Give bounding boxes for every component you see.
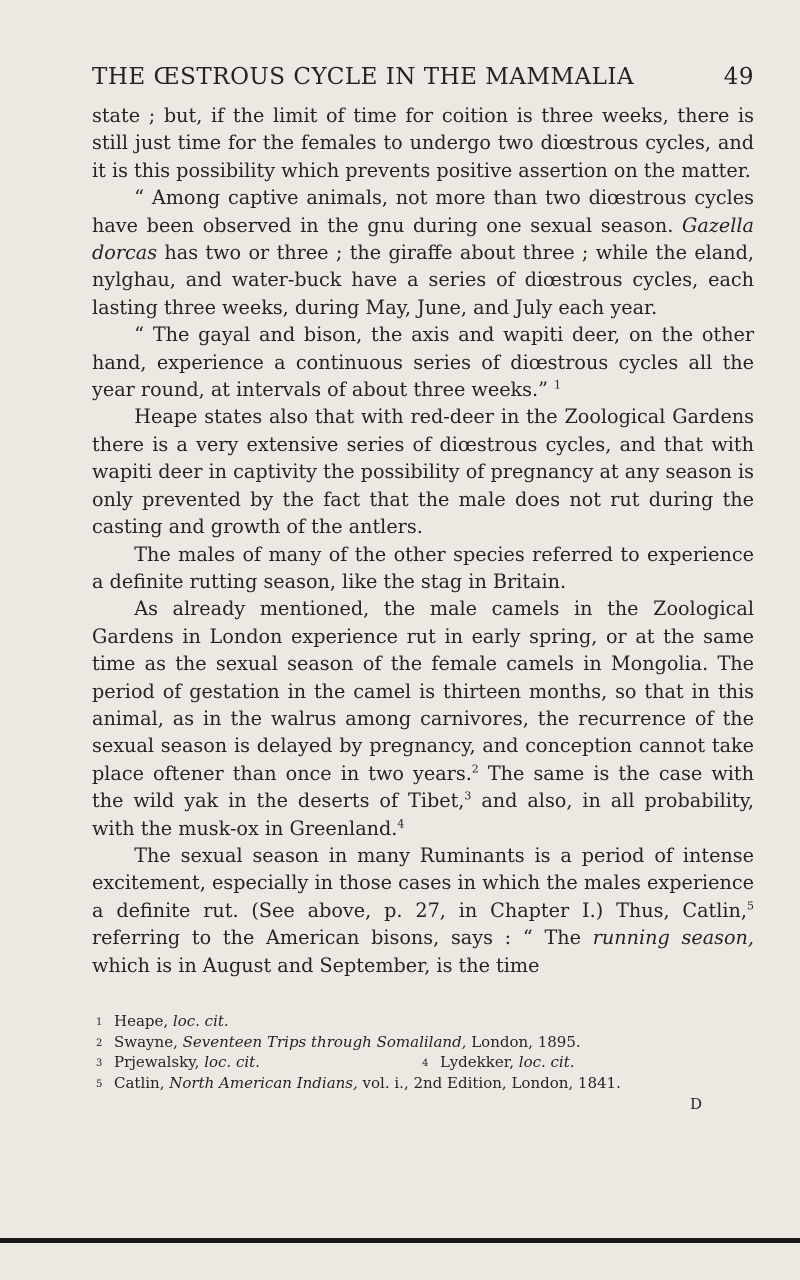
page-bottom-edge	[0, 1238, 800, 1243]
footnote-2-number: 2	[96, 1037, 103, 1049]
footnote-5-imprint: vol. i., 2nd Edition, London, 1841.	[357, 1073, 621, 1092]
footnote-4	[422, 1053, 575, 1074]
paragraph-1: state ; but, if the limit of time for coition is three weeks, there is still just time for the females to undergo two diœstrous cycles, and it is this possibility which prevents positive assertion on the matter.	[92, 104, 754, 182]
footnote-5-title: North American Indians,	[169, 1073, 358, 1092]
footnote-1	[96, 1012, 758, 1033]
running-season-term: running season,	[592, 926, 754, 950]
signature-mark: D	[690, 1095, 703, 1113]
footnote-3-number: 3	[96, 1058, 103, 1070]
footnote-1-number: 1	[96, 1017, 103, 1028]
running-header	[92, 64, 754, 90]
footnote-4-loc: loc. cit.	[518, 1053, 575, 1072]
footnote-1-text	[114, 1012, 229, 1033]
paragraph-2	[92, 184, 754, 321]
footnote-3-4-line	[96, 1053, 758, 1074]
paragraph-7-text-a: The sexual season in many Ruminants is a period of intense excitement, especially in those cases in which the males experience a definite rut. (See above, p. 27, in Chapter I.) Thus, Catlin,	[92, 843, 754, 922]
footnote-5-author: Catlin,	[114, 1073, 170, 1092]
footnote-2-text	[114, 1033, 581, 1054]
footnote-5	[96, 1074, 758, 1095]
paragraph-6-text-b: The same is the case with the wild yak in the deserts of Tibet,	[92, 761, 754, 813]
paragraph-3-text: “ The gayal and bison, the axis and wapiti deer, on the other hand, experience a continuous series of diœstrous cycles all the year round, at intervals of about three weeks.”	[92, 323, 754, 402]
footnote-2-imprint: London, 1895.	[466, 1032, 581, 1051]
footnotes	[96, 1012, 758, 1094]
footnote-2	[96, 1033, 758, 1054]
paragraph-6	[92, 595, 754, 842]
footnote-ref-3: 3	[464, 789, 472, 803]
paragraph-7	[92, 842, 754, 979]
footnote-4-text	[440, 1053, 575, 1074]
footnote-5-number: 5	[96, 1078, 103, 1090]
footnote-4-number: 4	[422, 1058, 429, 1070]
footnote-ref-5: 5	[747, 899, 754, 913]
paragraph-3	[92, 321, 754, 403]
footnote-1-author: Heape,	[114, 1012, 173, 1030]
body-text	[92, 102, 754, 979]
paragraph-6-text-c: and also, in all probability, with the musk-ox in Greenland.	[92, 789, 754, 840]
footnote-3-text	[114, 1053, 260, 1074]
running-title: THE ŒSTROUS CYCLE IN THE MAMMALIA	[92, 64, 635, 90]
footnote-2-author: Swayne,	[114, 1032, 183, 1051]
footnote-3-author: Prjewalsky,	[114, 1053, 205, 1072]
footnote-ref-2: 2	[471, 762, 479, 776]
page-number: 49	[723, 64, 754, 90]
paragraph-6-text-a: As already mentioned, the male camels in the Zoological Gardens in London experience rut in early spring, or at the same time as the sexual season of the female camels in Mongolia. The period of gestation in the camel is thirteen months, so that in this animal, as in the walrus among carnivores, the recurrence of the sexual season is delayed by pregnancy, and conception cannot take place oftener than once in two years.	[92, 597, 754, 785]
paragraph-5: The males of many of the other species referred to experience a definite rutting season, like the stag in Britain.	[92, 542, 754, 593]
footnote-5-text	[114, 1074, 621, 1095]
paragraph-4: Heape states also that with red-deer in the Zoological Gardens there is a very extensive series of diœstrous cycles, and that with wapiti deer in captivity the possibility of pregnancy at any season is only prevented by the fact that the male does not rut during the casting and growth of the antlers.	[92, 405, 754, 539]
paragraph-2-text-b: has two or three ; the giraffe about three ; while the eland, nylghau, and water-buck have a series of diœstrous cycles, each lasting three weeks, during May, June, and July each year.	[92, 241, 754, 319]
paragraph-7-text-c: which is in August and September, is the time	[92, 953, 540, 977]
paragraph-2-text-a: “ Among captive animals, not more than two diœstrous cycles have been observed in the gnu during one sexual season.	[92, 186, 754, 237]
species-gazella-dorcas: Gazella dorcas	[92, 213, 754, 265]
footnote-ref-4: 4	[397, 817, 405, 831]
footnote-1-loc: loc. cit.	[172, 1012, 229, 1030]
paragraph-7-text-b: referring to the American bisons, says : “ The	[92, 926, 593, 950]
footnote-3	[96, 1053, 422, 1074]
footnote-2-title: Seventeen Trips through Somaliland,	[182, 1032, 467, 1051]
footnote-ref-1: 1	[554, 378, 562, 392]
footnote-4-author: Lydekker,	[440, 1053, 519, 1072]
footnote-3-loc: loc. cit.	[204, 1053, 260, 1072]
